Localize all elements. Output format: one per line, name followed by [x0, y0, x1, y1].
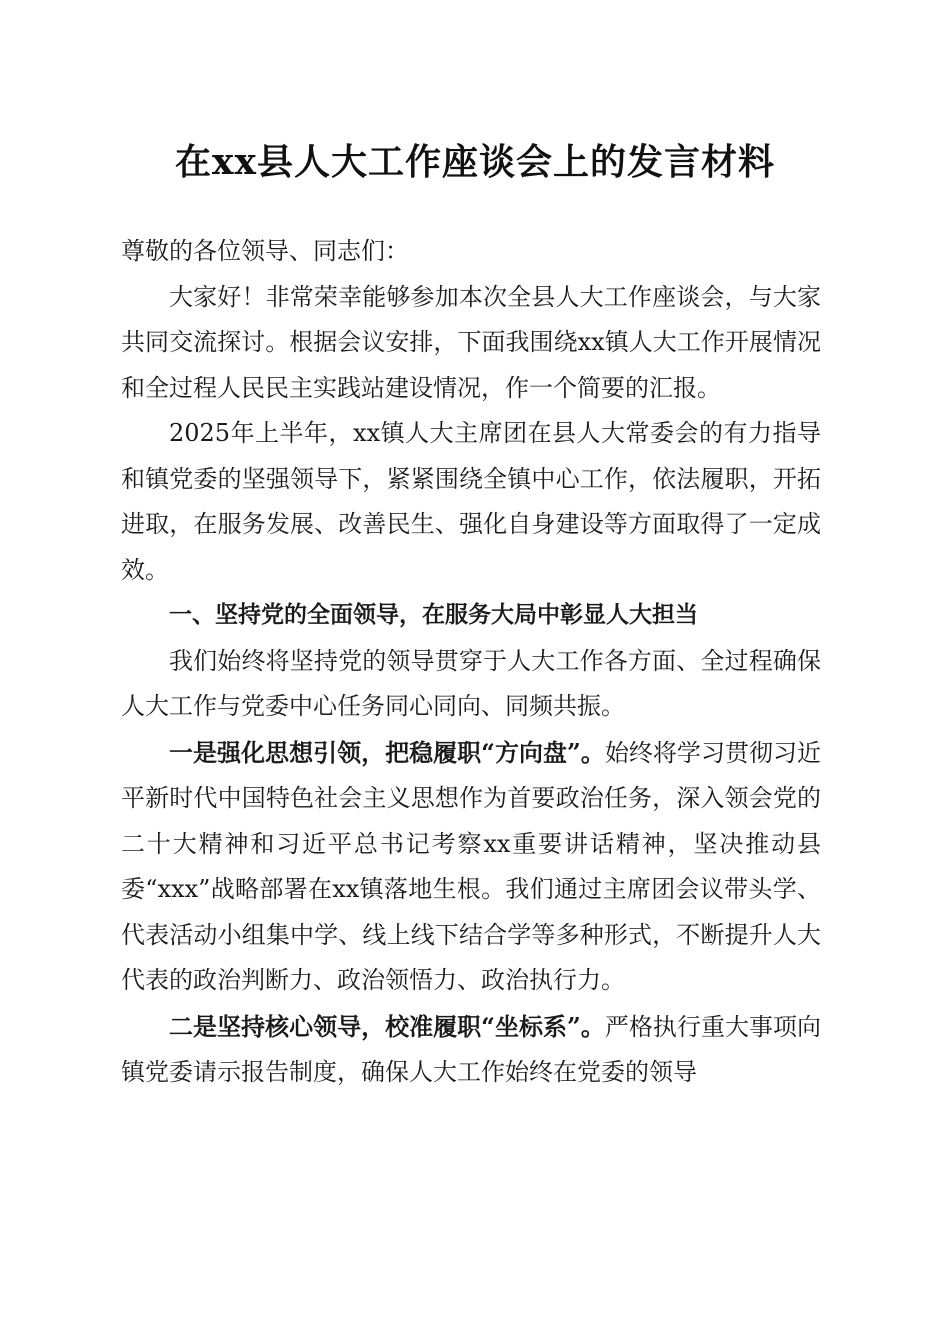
document-title: 在xx县人大工作座谈会上的发言材料 — [175, 141, 775, 183]
point-1-text: 始终将学习贯彻习近平新时代中国特色社会主义思想作为首要政治任务，深入领会党的二十大精神和习近平总书记考察xx重要讲话精神，坚决推动县委“xxx”战略部署在xx镇落地生根。我们通过主席团会议带头学、代表活动小组集中学、线上线下结合学等多种形式，不断提升人大代表的政治判断力、政治领悟力、政治执行力。 — [121, 738, 822, 994]
section-heading-1: 一、坚持党的全面领导，在服务大局中彰显人大担当 — [169, 602, 698, 628]
section-1-point-1 — [121, 730, 821, 1004]
paragraph-overview: 2025年上半年，xx镇人大主席团在县人大常委会的有力指导和镇党委的坚强领导下，紧紧围绕全镇中心工作，依法履职，开拓进取，在服务发展、改善民生、强化自身建设等方面取得了一定成效。 — [121, 419, 821, 584]
point-1-lead: 一是强化思想引领，把稳履职“方向盘”。 — [169, 737, 605, 767]
point-2-text: 严格执行重大事项向镇党委请示报告制度，确保人大工作始终在党委的领导 — [121, 1012, 822, 1086]
paragraph-greeting: 大家好！非常荣幸能够参加本次全县人大工作座谈会，与大家共同交流探讨。根据会议安排，下面我围绕xx镇人大工作开展情况和全过程人民民主实践站建设情况，作一个简要的汇报。 — [121, 282, 821, 402]
document-body — [121, 229, 821, 1096]
point-2-lead: 二是坚持核心领导，校准履职“坐标系”。 — [169, 1011, 605, 1041]
section-1-intro: 我们始终将坚持党的领导贯穿于人大工作各方面、全过程确保人大工作与党委中心任务同心同向、同频共振。 — [121, 646, 821, 720]
salutation: 尊敬的各位领导、同志们： — [121, 237, 409, 265]
section-1-point-2 — [121, 1004, 821, 1096]
